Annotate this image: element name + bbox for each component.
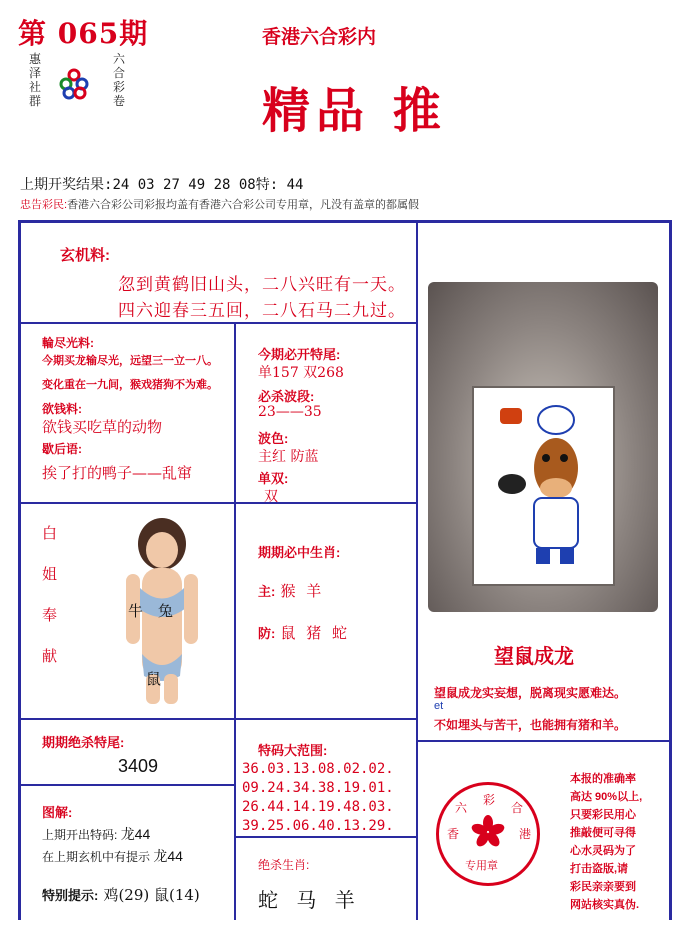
kill-zodiac-label: 绝杀生肖: xyxy=(258,858,310,872)
grid-line-right xyxy=(669,220,672,920)
zodiac-alt-label: 防: xyxy=(258,626,276,641)
accuracy-line-5: 心水灵码为了 xyxy=(570,845,636,857)
picture-fragment: et xyxy=(434,700,444,712)
zodiac-alt-value: 鼠 猪 蛇 xyxy=(280,624,350,642)
picture-line-1: 望鼠成龙实妄想，脱离现实愿难达。 xyxy=(434,686,627,700)
white-sister-vertical xyxy=(42,522,62,666)
range-row-3: 26.44.14.19.48.03. xyxy=(242,799,394,815)
wave-color-value: 主红 防蓝 xyxy=(258,449,319,465)
header-subtitle: 香港六合彩内 xyxy=(262,26,377,48)
diagram-line-1 xyxy=(42,824,150,844)
kill-special-value: 3409 xyxy=(118,756,159,776)
grid-line-row5 xyxy=(236,836,416,838)
mystery-line-2: 四六迎春三五回，二八石马二九过。 xyxy=(118,301,406,321)
xiehouyu-label: 歇后语: xyxy=(42,442,82,456)
accuracy-line-4: 推敲便可寻得 xyxy=(570,827,636,839)
zodiac-main-row xyxy=(258,580,324,601)
grid-line-row3 xyxy=(20,718,416,720)
vertical-char-2: 姐 xyxy=(42,565,58,583)
official-stamp xyxy=(436,782,540,886)
kill-wave-label: 必杀波段: xyxy=(258,389,315,404)
grid-line-row4 xyxy=(20,784,234,786)
must-special-value: 单157 双268 xyxy=(258,365,344,381)
accuracy-line-3: 只要彩民用心 xyxy=(570,809,636,821)
stamp-top-left: 六 xyxy=(455,801,468,815)
results-label: 上期开奖结果: xyxy=(20,177,113,193)
range-row-1: 36.03.13.08.02.02. xyxy=(242,761,394,777)
stamp-top-right: 合 xyxy=(511,801,524,815)
mystery-label: 玄机料: xyxy=(60,247,110,264)
grid-line-row1 xyxy=(20,322,416,324)
xiehouyu-text: 挨了打的鸭子——乱窜 xyxy=(42,464,193,482)
zodiac-label: 期期必中生肖: xyxy=(258,545,341,560)
grid-line-top xyxy=(18,220,672,223)
grid-line-row2 xyxy=(20,502,416,504)
zodiac-main-value: 猴 羊 xyxy=(280,582,325,600)
stamp-bottom: 专用章 xyxy=(465,859,498,872)
accuracy-line-2: 高达 90%以上, xyxy=(570,791,643,803)
overlay-ox: 牛 xyxy=(128,602,144,620)
diagram-line-2-value: 龙44 xyxy=(153,848,183,864)
odd-even-label: 单双: xyxy=(258,471,289,486)
lunbing-line-1: 今期买龙输尽光，远望三一立一八。 xyxy=(42,355,218,367)
vertical-char-1: 白 xyxy=(42,524,58,542)
odd-even-value: 双 xyxy=(264,489,278,505)
lunbing-line-2: 变化重在一九间，猴戏猪狗不为难。 xyxy=(42,379,218,391)
warning-text: 香港六合彩公司彩报均盖有香港六合彩公司专用章，凡没有盖章的都属假 xyxy=(67,199,420,211)
picture-line-2: 不如埋头与苦干，也能拥有猪和羊。 xyxy=(434,718,627,732)
picture-title: 望鼠成龙 xyxy=(494,644,574,668)
grid-line-right-bottom xyxy=(416,740,418,920)
results-special: 44 xyxy=(286,177,304,193)
yuqian-label: 欲钱料: xyxy=(42,402,82,416)
results-special-label: 特: xyxy=(255,177,279,193)
kill-wave-value: 23——35 xyxy=(258,404,322,420)
issue-number: 第 065期 xyxy=(18,17,149,50)
yuqian-text: 欲钱买吃草的动物 xyxy=(42,418,163,436)
overlay-rat: 鼠 xyxy=(146,670,162,688)
lottery-logo-icon xyxy=(58,68,90,100)
vertical-char-3: 奉 xyxy=(42,606,58,624)
cartoon-image xyxy=(472,386,615,586)
must-special-label: 今期必开特尾: xyxy=(258,347,341,362)
grid-line-mid-left xyxy=(234,322,236,920)
accuracy-line-8: 网站核实真伪. xyxy=(570,899,640,911)
overlay-rabbit: 兔 xyxy=(158,602,174,620)
bauhinia-icon xyxy=(471,815,505,849)
diagram-label: 图解: xyxy=(42,805,73,820)
grid-line-left xyxy=(18,220,21,920)
hint-value: 鸡(29) 鼠(14) xyxy=(103,886,200,904)
left-vertical-text: 惠泽社群 xyxy=(28,52,41,108)
diagram-line-2 xyxy=(42,846,183,866)
warning-notice xyxy=(20,196,419,212)
kill-special-label: 期期绝杀特尾: xyxy=(42,735,125,750)
accuracy-line-7: 彩民亲亲要到 xyxy=(570,881,636,893)
previous-results xyxy=(20,174,303,194)
range-row-2: 09.24.34.38.19.01. xyxy=(242,780,394,796)
diagram-line-2-label: 在上期玄机中有提示 xyxy=(42,850,151,864)
vertical-char-4: 献 xyxy=(42,647,58,665)
diagram-line-1-value: 龙44 xyxy=(120,826,151,842)
special-range-rows xyxy=(242,760,394,836)
right-vertical-text: 六合彩卷 xyxy=(112,52,125,108)
header-title: 精品 推 xyxy=(262,83,447,139)
accuracy-line-1: 本报的准确率 xyxy=(570,773,636,785)
zodiac-alt-row xyxy=(258,622,350,643)
results-numbers: 24 03 27 49 28 08 xyxy=(112,177,256,193)
grid-line-mid-right xyxy=(416,222,418,740)
stamp-left: 香 xyxy=(447,827,460,841)
range-row-4: 39.25.06.40.13.29. xyxy=(242,818,394,834)
ornate-frame xyxy=(428,282,658,612)
special-range-label: 特码大范围: xyxy=(258,743,328,758)
wave-color-label: 波色: xyxy=(258,431,289,446)
zodiac-main-label: 主: xyxy=(258,584,276,599)
accuracy-note xyxy=(570,770,642,914)
diagram-line-1-label: 上期开出特码: xyxy=(42,828,118,842)
hint-label: 特别提示: xyxy=(42,888,99,903)
kill-zodiac-value: 蛇 马 羊 xyxy=(258,888,361,912)
warning-lead: 忠告彩民: xyxy=(20,199,68,211)
stamp-right: 港 xyxy=(519,827,532,841)
mystery-line-1: 忽到黄鹤旧山头，二八兴旺有一天。 xyxy=(118,275,406,295)
accuracy-line-6: 打击盗版,请 xyxy=(570,863,629,875)
grid-line-right-row xyxy=(416,740,672,742)
hint-row xyxy=(42,884,200,905)
stamp-top-mid: 彩 xyxy=(483,793,496,807)
lunbing-label: 輪尽光料: xyxy=(42,336,94,350)
